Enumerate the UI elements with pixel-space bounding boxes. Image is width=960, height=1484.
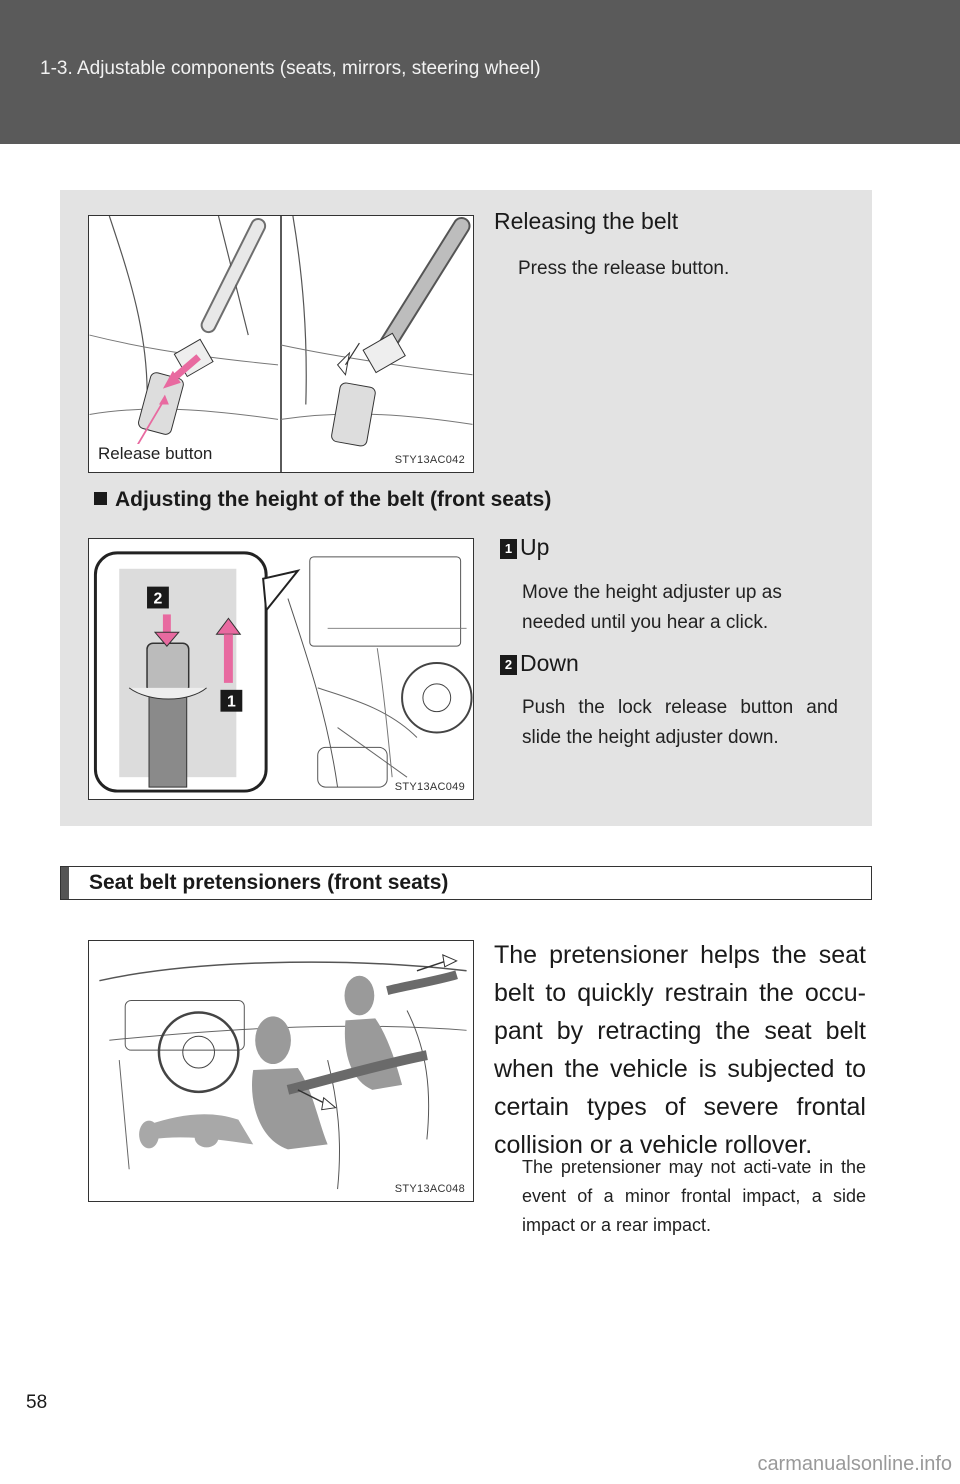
step-down-title: 2 Down <box>500 650 579 677</box>
release-title: Releasing the belt <box>494 208 679 234</box>
step-down-body: Push the lock release button and slide the height adjuster down. <box>522 697 838 748</box>
section-bar-accent <box>61 867 69 899</box>
figure-code: STY13AC048 <box>394 1183 465 1195</box>
release-belt-figure <box>88 215 474 473</box>
height-heading: Adjusting the height of the belt (front seats) <box>94 488 551 512</box>
figure-code: STY13AC049 <box>394 781 465 793</box>
release-body: Press the release button. <box>518 258 730 279</box>
svg-text:1: 1 <box>226 693 236 711</box>
section-heading: Seat belt pretensioners (front seats) <box>89 871 449 894</box>
height-adjuster-illustration <box>89 539 473 799</box>
number-badge: 2 <box>500 655 517 675</box>
step-up-title: 1 Up <box>500 534 549 561</box>
step-up-body: Move the height adjuster up as needed until you hear a click. <box>522 582 782 633</box>
release-belt-illustration <box>89 216 473 472</box>
svg-text:2: 2 <box>153 590 163 608</box>
pretensioner-figure <box>88 940 474 1202</box>
square-bullet-icon <box>94 492 107 505</box>
page-header <box>0 0 960 144</box>
release-button-label: Release button <box>98 444 213 463</box>
height-adjuster-figure <box>88 538 474 800</box>
watermark-text: carmanualsonline.info <box>757 1453 952 1475</box>
section-heading-bar <box>60 866 872 900</box>
page-number: 58 <box>26 1392 48 1413</box>
pretensioner-illustration <box>89 941 473 1201</box>
number-badge: 1 <box>500 539 517 559</box>
pretensioner-note: The pretensioner may not acti-vate in the event of a minor frontal impact, a side impact or a rear impact. <box>522 1157 866 1235</box>
figure-code: STY13AC042 <box>394 454 465 466</box>
pretensioner-description: The pretensioner helps the seat belt to quickly restrain the occu-pant by retracting the seat belt when the vehicle is subjected to certain types of severe frontal collision or a vehicle rollover. <box>494 941 866 1159</box>
header-title: 1-3. Adjustable components (seats, mirrors, steering wheel) <box>40 58 541 79</box>
